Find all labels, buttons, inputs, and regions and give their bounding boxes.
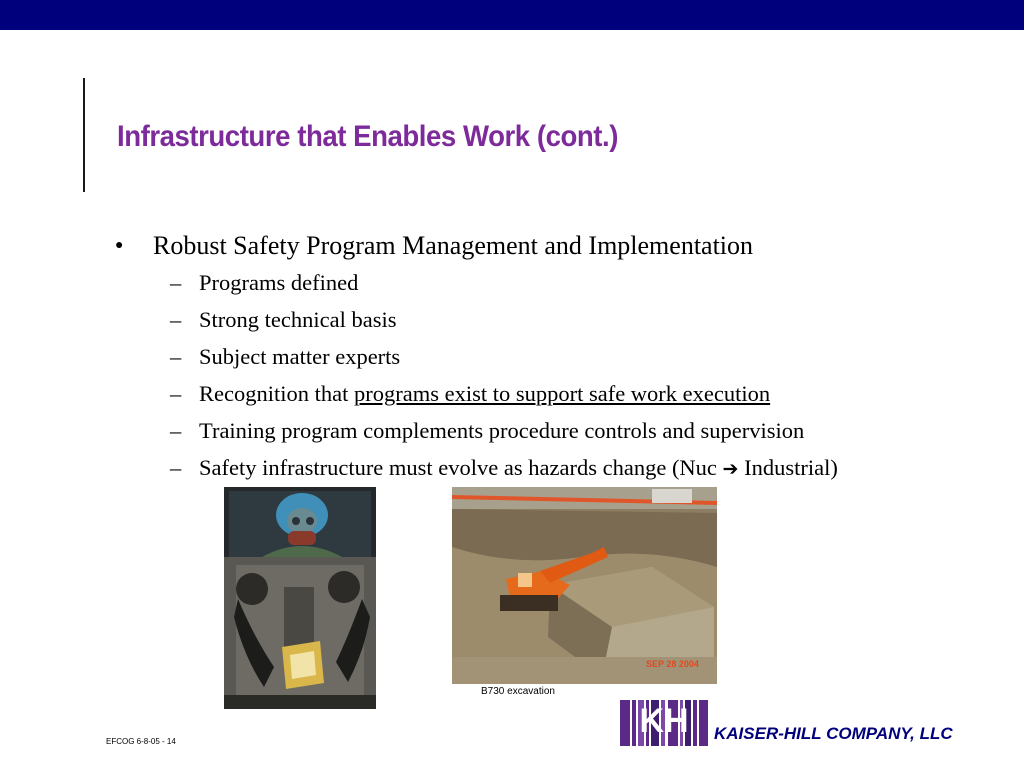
sub-bullet-text: Subject matter experts <box>199 344 401 369</box>
kh-logo-mark <box>618 696 710 748</box>
kaiser-hill-logo <box>618 696 710 748</box>
photo-caption: B730 excavation <box>481 686 555 697</box>
arrow-right-icon: ➔ <box>722 458 739 480</box>
safety-suffix: Industrial) <box>738 455 838 480</box>
bullet-dot-icon: ● <box>115 238 124 253</box>
glovebox-worker-photo <box>224 487 376 709</box>
excavation-photo <box>452 487 717 684</box>
title-divider <box>83 78 85 192</box>
sub-bullet-text <box>199 381 770 407</box>
recognition-prefix: Recognition that <box>199 381 354 406</box>
glovebox-worker-illustration <box>224 487 376 709</box>
dash-marker: – <box>170 344 182 369</box>
excavation-illustration <box>452 487 717 684</box>
photo-date-stamp: SEP 28 2004 <box>646 659 699 669</box>
dash-marker: – <box>170 455 182 480</box>
sub-bullet-text: Programs defined <box>199 270 359 295</box>
sub-bullet-text: Training program complements procedure controls and supervision <box>199 418 805 443</box>
main-bullet-text: Robust Safety Program Management and Implementation <box>153 231 754 260</box>
dash-marker: – <box>170 418 182 443</box>
recognition-underlined-phrase: programs exist to support safe work execution <box>353 381 771 406</box>
sub-bullet-text: Strong technical basis <box>199 307 397 332</box>
slide-footer-id: EFCOG 6-8-05 - 14 <box>106 737 176 746</box>
logo-letters: KH <box>639 702 689 740</box>
dash-marker: – <box>170 381 182 406</box>
slide-title: Infrastructure that Enables Work (cont.) <box>117 120 618 153</box>
dash-marker: – <box>170 307 182 332</box>
top-banner <box>0 0 1024 30</box>
company-name: KAISER-HILL COMPANY, LLC <box>714 724 953 743</box>
dash-marker: – <box>170 270 182 295</box>
safety-prefix: Safety infrastructure must evolve as hazards change (Nuc <box>199 455 723 480</box>
sub-bullet-text <box>199 455 838 481</box>
